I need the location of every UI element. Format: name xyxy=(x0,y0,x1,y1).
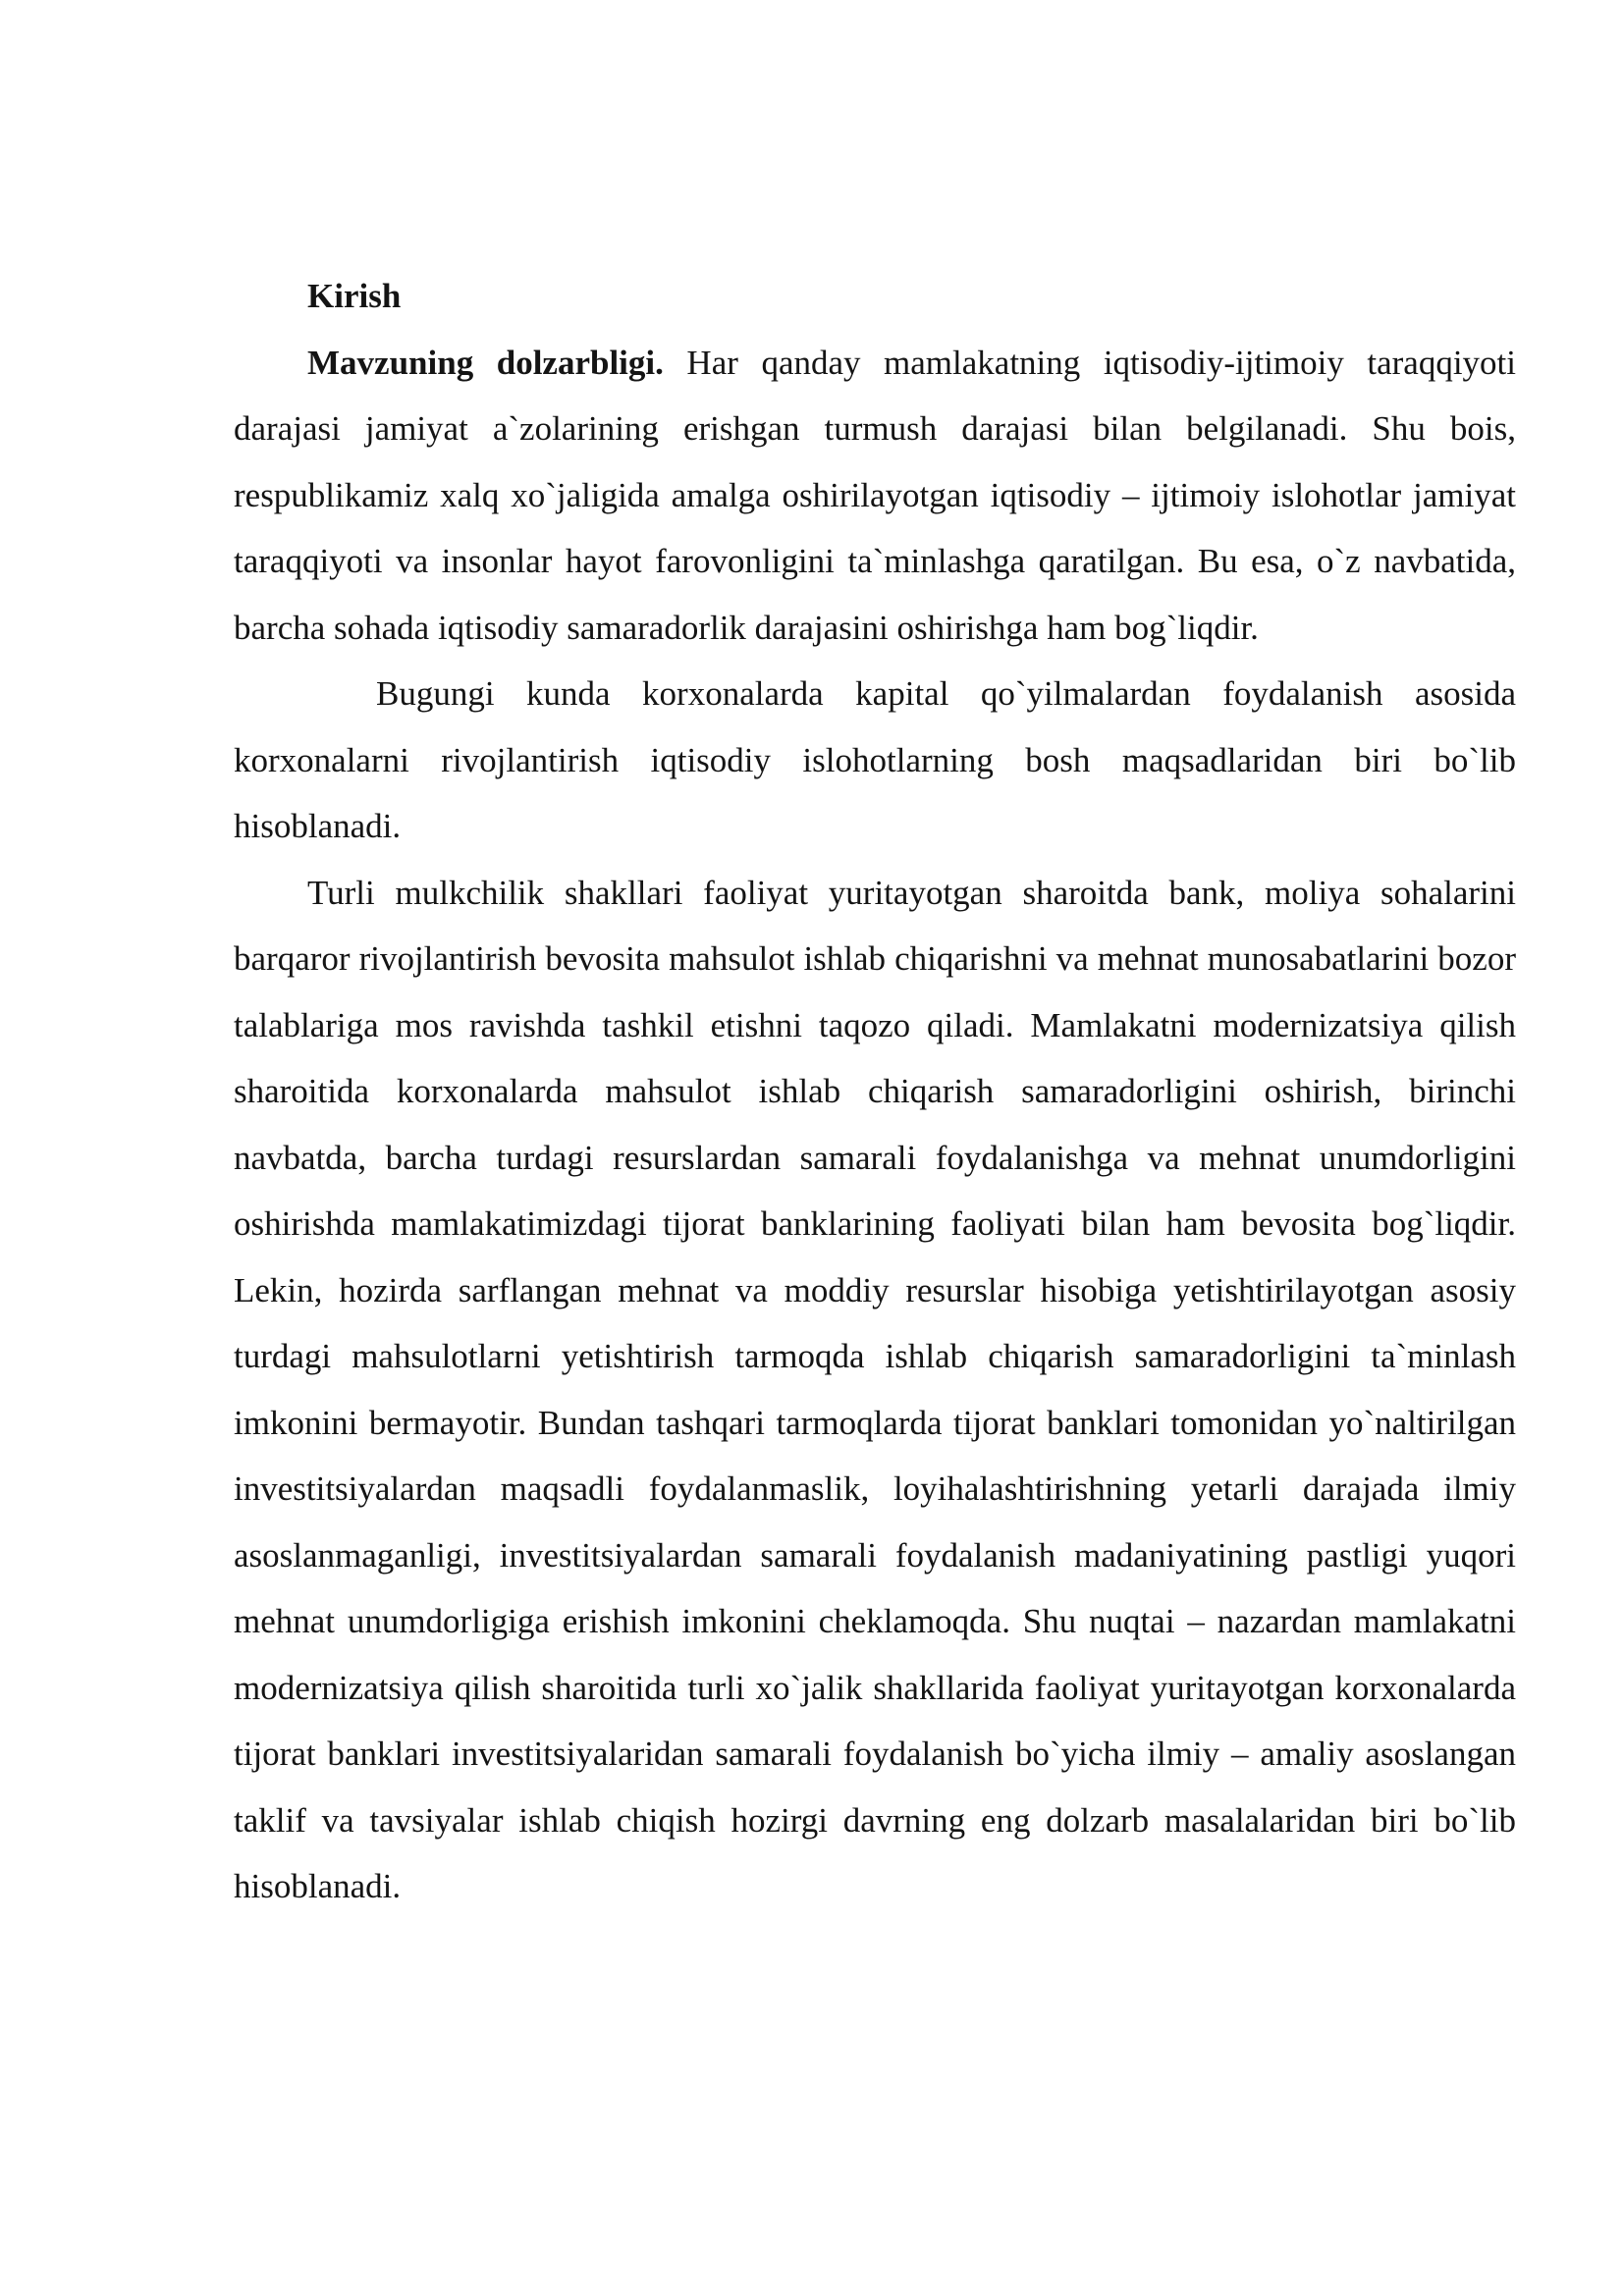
paragraph-relevance-text: Har qanday mamlakatning iqtisodiy-ijtimoiy taraqqiyoti darajasi jamiyat a`zolarining erishgan turmush darajasi bilan belgilanadi. Shu bois, respublikamiz xalq xo`jaligida amalga oshirilayotgan iqtisodiy – ijtimoiy islohotlar jamiyat taraqqiyoti va insonlar hayot farovonligini ta`minlashga qaratilgan. Bu esa, o`z navbatida, barcha sohada iqtisodiy samaradorlik darajasini oshirishga ham bog`liqdir. xyxy=(234,343,1516,647)
section-heading: Kirish xyxy=(307,277,402,315)
paragraph-relevance xyxy=(234,330,1516,662)
paragraph-ownership-forms: Turli mulkchilik shakllari faoliyat yuritayotgan sharoitda bank, moliya sohalarini barqaror rivojlantirish bevosita mahsulot ishlab chiqarishni va mehnat munosabatlarini bozor talablariga mos ravishda tashkil etishni taqozo qiladi. Mamlakatni modernizatsiya qilish sharoitida korxonalarda mahsulot ishlab chiqarish samaradorligini oshirish, birinchi navbatda, barcha turdagi resurslardan samarali foydalanishga va mehnat unumdorligini oshirishda mamlakatimizdagi tijorat banklarining faoliyati bilan ham bevosita bog`liqdir. Lekin, hozirda sarflangan mehnat va moddiy resurslar hisobiga yetishtirilayotgan asosiy turdagi mahsulotlarni yetishtirish tarmoqda ishlab chiqarish samaradorligini ta`minlash imkonini bermayotir. Bundan tashqari tarmoqlarda tijorat banklari tomonidan yo`naltirilgan investitsiyalardan maqsadli foydalanmaslik, loyihalashtirishning yetarli darajada ilmiy asoslanmaganligi, investitsiyalardan samarali foydalanish madaniyatining pastligi yuqori mehnat unumdorligiga erishish imkonini cheklamoqda. Shu nuqtai – nazardan mamlakatni modernizatsiya qilish sharoitida turli xo`jalik shakllarida faoliyat yuritayotgan korxonalarda tijorat banklari investitsiyalaridan samarali foydalanish bo`yicha ilmiy – amaliy asoslangan taklif va tavsiyalar ishlab chiqish hozirgi davrning eng dolzarb masalalaridan biri bo`lib hisoblanadi. xyxy=(234,873,1516,1905)
paragraph-capital-investment: Bugungi kunda korxonalarda kapital qo`yilmalardan foydalanish asosida korxonalarni rivojlantirish iqtisodiy islohotlarning bosh maqsadlaridan biri bo`lib hisoblanadi. xyxy=(234,674,1516,845)
lead-title: Mavzuning dolzarbligi. xyxy=(307,343,664,382)
document-body xyxy=(234,263,1516,1920)
